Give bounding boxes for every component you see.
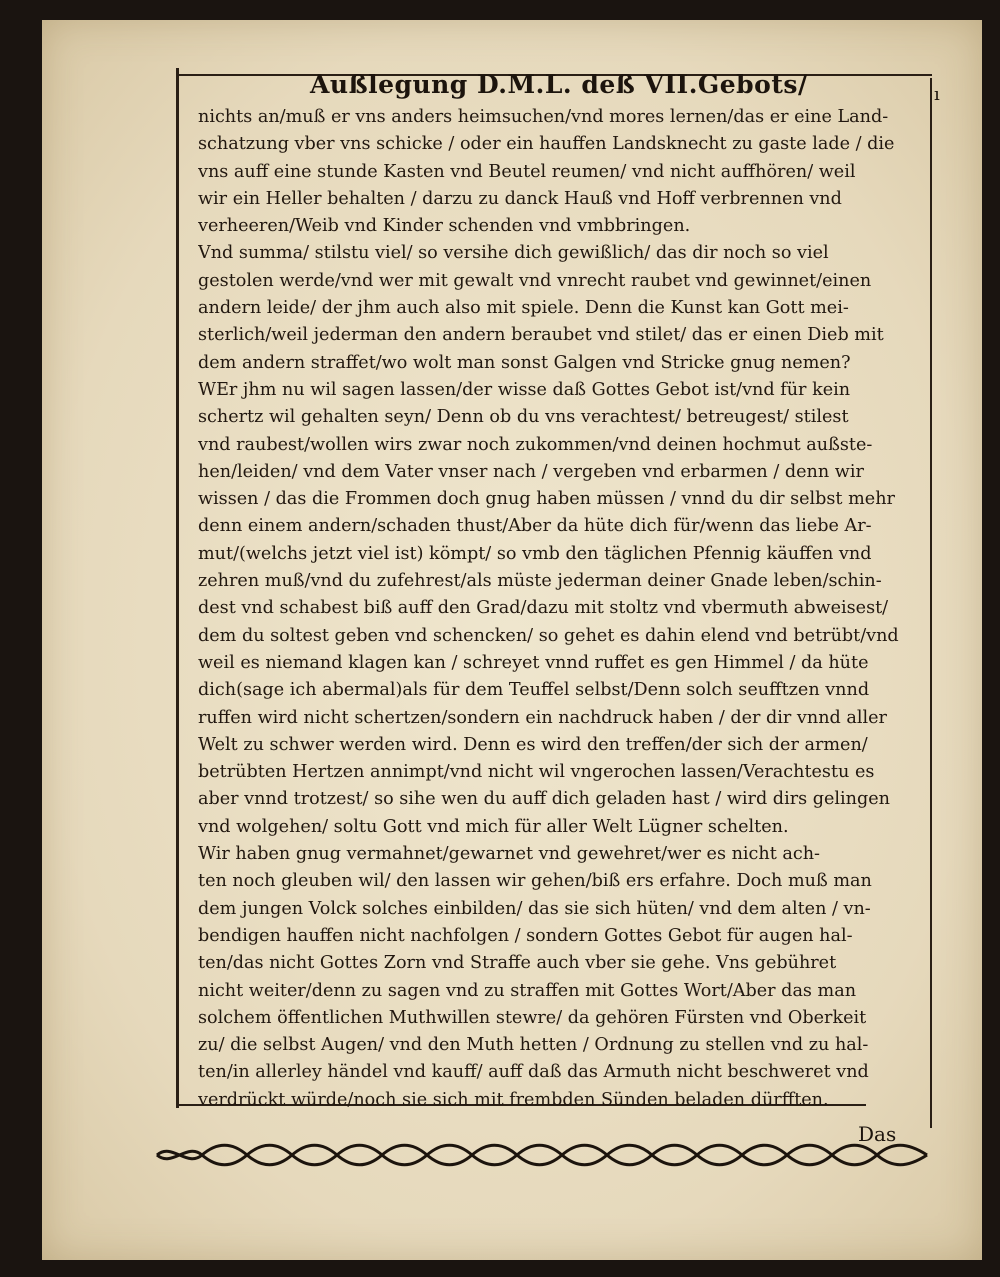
- text-line: mut/(welchs jetzt viel ist) kömpt/ so vmb den täglichen Pfennig käuffen vnd: [198, 543, 872, 564]
- text-line: verdrückt würde/noch sie sich mit frembden Sünden beladen dürfften.: [198, 1089, 829, 1110]
- text-line: dem andern straffet/wo wolt man sonst Galgen vnd Stricke gnug nemen?: [198, 352, 851, 373]
- text-line: Welt zu schwer werden wird. Denn es wird den treffen/der sich der armen/: [198, 734, 868, 755]
- text-line: solchem öffentlichen Muthwillen stewre/ da gehören Fürsten vnd Oberkeit: [198, 1007, 867, 1028]
- text-line: dem du soltest geben vnd schencken/ so gehet es dahin elend vnd betrübt/vnd: [198, 625, 899, 646]
- text-line: dest vnd schabest biß auff den Grad/dazu mit stoltz vnd vbermuth abweisest/: [198, 598, 889, 619]
- right-rule: [930, 78, 932, 1128]
- margin-mark: ı: [934, 84, 940, 105]
- text-line: vnd wolgehen/ soltu Gott vnd mich für aller Welt Lügner schelten.: [198, 816, 789, 837]
- text-line: ruffen wird nicht schertzen/sondern ein nachdruck haben / der dir vnnd aller: [198, 707, 887, 728]
- text-line: dem jungen Volck solches einbilden/ das sie sich hüten/ vnd dem alten / vn-: [198, 898, 871, 919]
- text-line: hen/leiden/ vnd dem Vater vnser nach / vergeben vnd erbarmen / denn wir: [198, 461, 864, 482]
- text-line: weil es niemand klagen kan / schreyet vnnd ruffet es gen Himmel / da hüte: [198, 652, 869, 673]
- text-line: denn einem andern/schaden thust/Aber da hüte dich für/wenn das liebe Ar-: [198, 516, 872, 537]
- text-line: vns auff eine stunde Kasten vnd Beutel reumen/ vnd nicht auffhören/ weil: [198, 161, 856, 182]
- text-line: vnd raubest/wollen wirs zwar noch zukommen/vnd deinen hochmut außste-: [198, 434, 873, 455]
- text-line: ten/das nicht Gottes Zorn vnd Straffe auch vber sie gehe. Vns gebühret: [198, 953, 837, 974]
- text-line: betrübten Hertzen annimpt/vnd nicht wil vngerochen lassen/Verachtestu es: [198, 762, 875, 783]
- text-line: wir ein Heller behalten / darzu zu danck Hauß vnd Hoff verbrennen vnd: [198, 188, 842, 209]
- text-line: verheeren/Weib vnd Kinder schenden vnd vmbbringen.: [198, 216, 691, 237]
- text-line: ten noch gleuben wil/ den lassen wir gehen/biß ers erfahre. Doch muß man: [198, 871, 872, 892]
- catchword: Das: [858, 1122, 897, 1146]
- text-line: schatzung vber vns schicke / oder ein hauffen Landsknecht zu gaste lade / die: [198, 134, 895, 155]
- body-text: [198, 104, 910, 1114]
- text-line: nichts an/muß er vns anders heimsuchen/vnd mores lernen/das er eine Land-: [198, 107, 889, 127]
- text-line: aber vnnd trotzest/ so sihe wen du auff dich geladen hast / wird dirs gelingen: [198, 789, 890, 810]
- ornament-border: [152, 1140, 932, 1170]
- text-line: schertz wil gehalten seyn/ Denn ob du vns verachtest/ betreugest/ stilest: [198, 407, 849, 428]
- text-line: bendigen hauffen nicht nachfolgen / sondern Gottes Gebot für augen hal-: [198, 925, 853, 946]
- text-line: zu/ die selbst Augen/ vnd den Muth hetten / Ordnung zu stellen vnd zu hal-: [198, 1035, 869, 1056]
- text-line: nicht weiter/denn zu sagen vnd zu straffen mit Gottes Wort/Aber das man: [198, 980, 857, 1001]
- text-line: gestolen werde/vnd wer mit gewalt vnd vnrecht raubet vnd gewinnet/einen: [198, 270, 872, 291]
- text-line: dich(sage ich abermal)als für dem Teuffel selbst/Denn solch seufftzen vnnd: [198, 680, 870, 701]
- text-line: zehren muß/vnd du zufehrest/als müste jederman deiner Gnade leben/schin-: [198, 571, 882, 592]
- text-line: sterlich/weil jederman den andern beraubet vnd stilet/ das er einen Dieb mit: [198, 325, 884, 346]
- text-line: Vnd summa/ stilstu viel/ so versihe dich gewißlich/ das dir noch so viel: [198, 243, 829, 264]
- text-line: WEr jhm nu wil sagen lassen/der wisse daß Gottes Gebot ist/vnd für kein: [198, 379, 851, 400]
- running-head: Außlegung D.M.L. deß VII.Gebots/: [310, 70, 808, 99]
- text-line: ten/in allerley händel vnd kauff/ auff daß das Armuth nicht beschweret vnd: [198, 1062, 869, 1083]
- text-line: Wir haben gnug vermahnet/gewarnet vnd gewehret/wer es nicht ach-: [198, 844, 821, 865]
- text-line: andern leide/ der jhm auch also mit spiele. Denn die Kunst kan Gott mei-: [198, 298, 849, 319]
- text-line: wissen / das die Frommen doch gnug haben müssen / vnnd du dir selbst mehr: [198, 489, 895, 510]
- left-rule: [176, 68, 179, 1108]
